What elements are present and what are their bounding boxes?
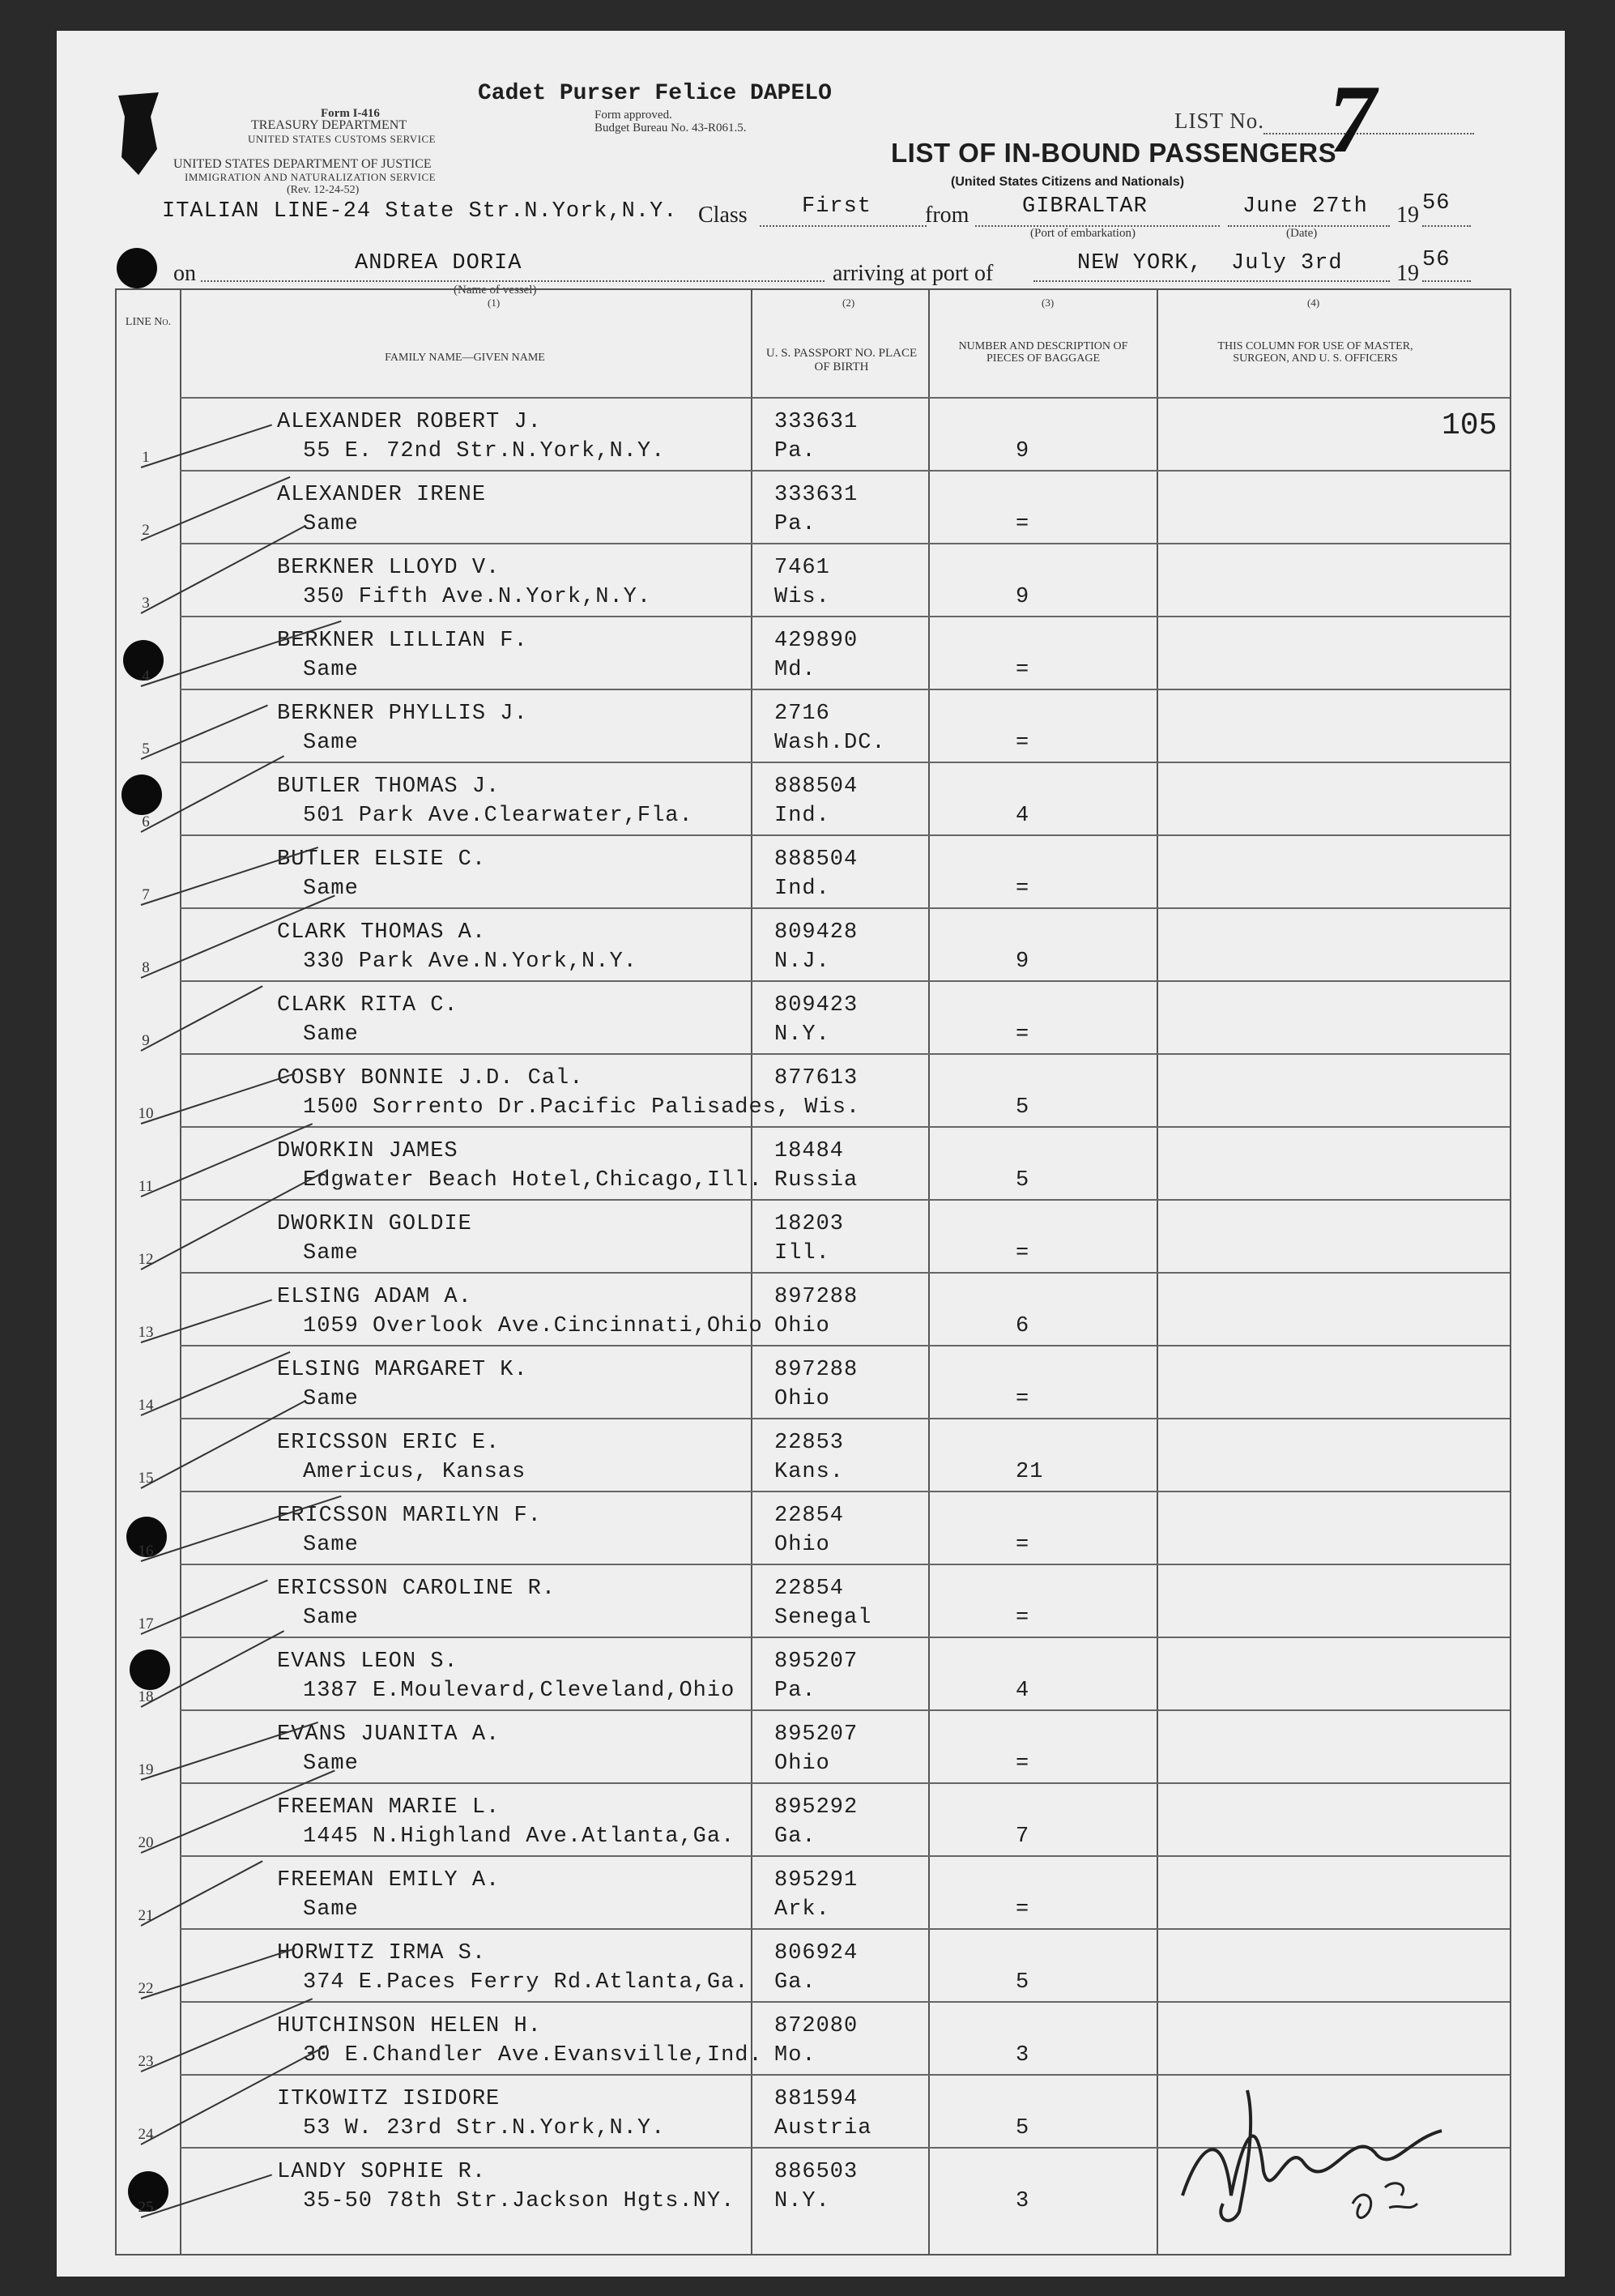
passenger-address: 53 W. 23rd Str.N.York,N.Y. <box>303 2116 666 2140</box>
passport-number: 897288 <box>774 1358 859 1382</box>
baggage-count: = <box>1016 877 1030 901</box>
arrival-port: NEW YORK, <box>1077 251 1203 275</box>
purser-name: Cadet Purser Felice DAPELO <box>478 81 832 106</box>
page-count: 105 <box>1442 408 1498 443</box>
passenger-address: 501 Park Ave.Clearwater,Fla. <box>303 804 693 828</box>
baggage-count: = <box>1016 1022 1030 1047</box>
passport-number: 897288 <box>774 1285 859 1309</box>
port-embark-caption: (Port of embarkation) <box>1030 227 1136 240</box>
page-title: LIST OF IN-BOUND PASSENGERS <box>891 138 1337 168</box>
passenger-name: BERKNER LLOYD V. <box>277 556 501 580</box>
passport-number: 333631 <box>774 483 859 507</box>
passenger-address: Same <box>303 1897 359 1922</box>
class-underline <box>760 225 927 227</box>
check-mark <box>141 847 318 906</box>
line-number: 4 <box>142 668 150 685</box>
passenger-name: ERICSSON ERIC E. <box>277 1431 501 1455</box>
row-divider <box>180 1418 1510 1419</box>
line-number: 8 <box>142 959 150 976</box>
line-number: 10 <box>138 1105 154 1122</box>
budget-bureau: Budget Bureau No. 43-R061.5. <box>594 122 747 134</box>
baggage-count: = <box>1016 1533 1030 1557</box>
passport-number: 22854 <box>774 1504 845 1528</box>
passenger-name: HUTCHINSON HELEN H. <box>277 2014 542 2038</box>
row-divider <box>180 1782 1510 1784</box>
baggage-count: 9 <box>1016 950 1030 974</box>
line-number: 22 <box>138 1980 154 1997</box>
baggage-count: 9 <box>1016 439 1030 463</box>
passenger-address: Same <box>303 1241 359 1265</box>
vessel-column-number: (1) <box>488 297 501 309</box>
passenger-address: Same <box>303 731 359 755</box>
check-mark <box>141 1722 318 1781</box>
row-divider <box>180 2001 1510 2003</box>
baggage-count: 3 <box>1016 2043 1030 2068</box>
row-divider <box>180 1564 1510 1565</box>
passenger-name: BERKNER LILLIAN F. <box>277 629 528 653</box>
column-3-number: (3) <box>1042 297 1055 309</box>
passport-number: 429890 <box>774 629 859 653</box>
row-divider <box>180 1709 1510 1711</box>
passport-number: 806924 <box>774 1941 859 1965</box>
row-divider <box>180 980 1510 982</box>
column-header-name: FAMILY NAME—GIVEN NAME <box>385 352 545 364</box>
check-mark <box>141 476 291 541</box>
arrival-year-underline <box>1422 280 1471 282</box>
passenger-name: LANDY SOPHIE R. <box>277 2160 487 2184</box>
year-suffix: 56 <box>1422 191 1451 216</box>
row-divider <box>180 1272 1510 1274</box>
passport-number: 877613 <box>774 1066 859 1090</box>
place-of-birth: Md. <box>774 658 816 682</box>
check-mark <box>141 1351 291 1416</box>
baggage-count: = <box>1016 1606 1030 1630</box>
row-divider <box>180 470 1510 472</box>
check-mark <box>141 985 263 1052</box>
line-number: 14 <box>138 1397 154 1414</box>
passport-number: 18484 <box>774 1139 845 1163</box>
line-number: 5 <box>142 740 150 758</box>
passenger-address: Same <box>303 1606 359 1630</box>
place-of-birth: Ohio <box>774 1314 830 1338</box>
passenger-name: BUTLER ELSIE C. <box>277 847 487 872</box>
place-of-birth: Mo. <box>774 2043 816 2068</box>
check-mark <box>141 1630 285 1708</box>
passenger-name: ELSING ADAM A. <box>277 1285 472 1309</box>
treasury-department: TREASURY DEPARTMENT <box>251 118 407 132</box>
place-of-birth: Ohio <box>774 1387 830 1411</box>
passenger-name: ITKOWITZ ISIDORE <box>277 2087 501 2111</box>
list-no-label: LIST No. <box>1174 109 1265 133</box>
line-number: 20 <box>138 1834 154 1851</box>
baggage-count: 7 <box>1016 1824 1030 1849</box>
baggage-count: 5 <box>1016 1095 1030 1120</box>
passenger-name: ERICSSON CAROLINE R. <box>277 1577 556 1601</box>
passenger-address: Same <box>303 1533 359 1557</box>
baggage-count: = <box>1016 731 1030 755</box>
baggage-count: = <box>1016 1241 1030 1265</box>
passenger-table <box>115 288 1511 2255</box>
arrival-year-prefix: 19 <box>1396 261 1419 286</box>
check-mark <box>141 425 272 468</box>
passenger-name: DWORKIN JAMES <box>277 1139 458 1163</box>
row-divider <box>180 1199 1510 1201</box>
immigration-service: IMMIGRATION AND NATURALIZATION SERVICE <box>185 171 437 183</box>
place-of-birth: Senegal <box>774 1606 872 1630</box>
passport-number: 895207 <box>774 1722 859 1747</box>
passenger-name: ERICSSON MARILYN F. <box>277 1504 542 1528</box>
baggage-count: 3 <box>1016 2189 1030 2213</box>
passenger-address: 330 Park Ave.N.York,N.Y. <box>303 950 637 974</box>
baggage-count: 5 <box>1016 1168 1030 1193</box>
passenger-name: CLARK THOMAS A. <box>277 920 487 945</box>
baggage-count: 5 <box>1016 2116 1030 2140</box>
baggage-count: 9 <box>1016 585 1030 609</box>
line-number: 19 <box>138 1761 154 1778</box>
row-divider <box>180 1928 1510 1930</box>
baggage-count: 21 <box>1016 1460 1044 1484</box>
punch-hole <box>117 248 157 288</box>
baggage-count: = <box>1016 1387 1030 1411</box>
line-number: 11 <box>138 1178 154 1195</box>
passport-number: 22853 <box>774 1431 845 1455</box>
place-of-birth: N.J. <box>774 950 830 974</box>
passport-number: 888504 <box>774 847 859 872</box>
arrival-underline <box>1033 280 1390 282</box>
passenger-name: BUTLER THOMAS J. <box>277 775 501 799</box>
revision-date: (Rev. 12-24-52) <box>287 184 360 196</box>
baggage-count: 6 <box>1016 1314 1030 1338</box>
place-of-birth: Ind. <box>774 877 830 901</box>
passenger-name: ALEXANDER IRENE <box>277 483 487 507</box>
vessel-caption: (Name of vessel) <box>454 284 537 297</box>
place-of-birth: Pa. <box>774 439 816 463</box>
passport-number: 809428 <box>774 920 859 945</box>
place-of-birth: Wash.DC. <box>774 731 886 755</box>
baggage-count: = <box>1016 658 1030 682</box>
check-mark <box>141 1580 268 1635</box>
place-of-birth: Ohio <box>774 1533 830 1557</box>
vessel-underline <box>201 280 825 282</box>
passport-number: 895291 <box>774 1868 859 1893</box>
on-label: on <box>173 261 196 286</box>
year-underline <box>1422 225 1471 227</box>
place-of-birth: Wis. <box>774 585 830 609</box>
passenger-address: 30 E.Chandler Ave.Evansville,Ind. <box>303 2043 763 2068</box>
place-of-birth: Ill. <box>774 1241 830 1265</box>
passport-number: 2716 <box>774 702 830 726</box>
passenger-address: 374 E.Paces Ferry Rd.Atlanta,Ga. <box>303 1970 749 1995</box>
passenger-address: 1059 Overlook Ave.Cincinnati,Ohio <box>303 1314 763 1338</box>
departure-date: June 27th <box>1242 194 1368 219</box>
check-mark <box>141 1860 263 1927</box>
passenger-address: Americus, Kansas <box>303 1460 526 1484</box>
shipping-line: ITALIAN LINE-24 State Str.N.York,N.Y. <box>162 199 678 224</box>
passport-number: 22854 <box>774 1577 845 1601</box>
place-of-birth: Pa. <box>774 1679 816 1703</box>
place-of-birth: Austria <box>774 2116 872 2140</box>
place-of-birth: Ind. <box>774 804 830 828</box>
passenger-name: CLARK RITA C. <box>277 993 458 1018</box>
row-divider <box>180 616 1510 617</box>
line-number: 24 <box>138 2126 154 2143</box>
passport-number: 18203 <box>774 1212 845 1236</box>
arriving-label: arriving at port of <box>833 261 994 286</box>
passport-number: 888504 <box>774 775 859 799</box>
header-divider <box>180 397 1510 399</box>
line-number: 1 <box>142 449 150 466</box>
passport-number: 7461 <box>774 556 830 580</box>
row-divider <box>180 1637 1510 1638</box>
column-4-number: (4) <box>1307 297 1320 309</box>
passenger-address: 35-50 78th Str.Jackson Hgts.NY. <box>303 2189 735 2213</box>
place-of-birth: N.Y. <box>774 1022 830 1047</box>
line-number: 7 <box>142 886 150 903</box>
line-number: 18 <box>138 1688 154 1705</box>
passenger-address: Same <box>303 1387 359 1411</box>
row-divider <box>180 1491 1510 1492</box>
column-header-officers: THIS COLUMN FOR USE OF MASTER, SURGEON, AND U. S. OFFICERS <box>1217 340 1413 365</box>
passenger-name: DWORKIN GOLDIE <box>277 1212 472 1236</box>
officer-signature <box>1166 2074 1474 2236</box>
baggage-count: 5 <box>1016 1970 1030 1995</box>
line-number: 3 <box>142 595 150 612</box>
place-of-birth: N.Y. <box>774 2189 830 2213</box>
line-number: 23 <box>138 2053 154 2070</box>
passport-number: 895292 <box>774 1795 859 1820</box>
line-number: 13 <box>138 1324 154 1341</box>
place-of-birth: Kans. <box>774 1460 845 1484</box>
passenger-address: Same <box>303 658 359 682</box>
check-mark <box>141 2174 272 2218</box>
check-mark <box>141 705 268 760</box>
row-divider <box>180 1053 1510 1055</box>
check-mark <box>141 1073 296 1125</box>
arrival-date: July 3rd <box>1231 251 1343 275</box>
row-divider <box>180 907 1510 909</box>
passenger-name: COSBY BONNIE J.D. Cal. <box>277 1066 584 1090</box>
passenger-address: Same <box>303 1022 359 1047</box>
baggage-count: = <box>1016 512 1030 536</box>
row-divider <box>180 543 1510 544</box>
passport-number: 333631 <box>774 410 859 434</box>
page-subtitle: (United States Citizens and Nationals) <box>951 175 1185 189</box>
form-number: Form I-416 <box>321 107 380 120</box>
passenger-name: HORWITZ IRMA S. <box>277 1941 487 1965</box>
line-number: 17 <box>138 1615 154 1632</box>
passport-number: 886503 <box>774 2160 859 2184</box>
line-number: 16 <box>138 1543 154 1560</box>
check-mark <box>141 755 285 833</box>
passport-number: 881594 <box>774 2087 859 2111</box>
row-divider <box>180 689 1510 690</box>
passenger-name: ALEXANDER ROBERT J. <box>277 410 542 434</box>
port-of-embarkation: GIBRALTAR <box>1022 194 1148 219</box>
line-number: 25 <box>138 2199 154 2216</box>
row-divider <box>180 1855 1510 1857</box>
line-number: 12 <box>138 1251 154 1268</box>
row-divider <box>180 834 1510 836</box>
row-divider <box>180 1345 1510 1346</box>
line-number: 15 <box>138 1470 154 1487</box>
passenger-name: BERKNER PHYLLIS J. <box>277 702 528 726</box>
baggage-count: 4 <box>1016 804 1030 828</box>
from-label: from <box>925 203 969 228</box>
column-header-passport: U. S. PASSPORT NO. PLACE OF BIRTH <box>765 347 918 373</box>
vessel-name: ANDREA DORIA <box>355 251 522 275</box>
baggage-count: = <box>1016 1752 1030 1776</box>
place-of-birth: Ga. <box>774 1970 816 1995</box>
passenger-address: Edgwater Beach Hotel,Chicago,Ill. <box>303 1168 763 1193</box>
line-number: 21 <box>138 1907 154 1924</box>
ink-mark <box>110 84 167 181</box>
passenger-address: 55 E. 72nd Str.N.York,N.Y. <box>303 439 666 463</box>
passenger-name: EVANS JUANITA A. <box>277 1722 501 1747</box>
column-header-line-no: LINE No. <box>125 316 172 328</box>
passenger-address: 350 Fifth Ave.N.York,N.Y. <box>303 585 652 609</box>
year-prefix: 19 <box>1396 203 1419 228</box>
line-number: 6 <box>142 813 150 830</box>
arrival-year-suffix: 56 <box>1422 248 1451 272</box>
column-2-number: (2) <box>842 297 855 309</box>
column-header-baggage: NUMBER AND DESCRIPTION OF PIECES OF BAGGAGE <box>958 340 1128 365</box>
row-divider <box>180 1126 1510 1128</box>
passenger-name: EVANS LEON S. <box>277 1649 458 1674</box>
passenger-name: FREEMAN MARIE L. <box>277 1795 501 1820</box>
passenger-address: Same <box>303 512 359 536</box>
passport-number: 895207 <box>774 1649 859 1674</box>
check-mark <box>141 1948 296 1999</box>
place-of-birth: Ohio <box>774 1752 830 1776</box>
passenger-name: ELSING MARGARET K. <box>277 1358 528 1382</box>
class-label: Class <box>698 203 748 228</box>
check-mark <box>141 1300 272 1343</box>
passport-number: 809423 <box>774 993 859 1018</box>
passenger-address: Same <box>303 1752 359 1776</box>
justice-department: UNITED STATES DEPARTMENT OF JUSTICE <box>173 157 432 171</box>
date-caption: (Date) <box>1286 227 1318 240</box>
place-of-birth: Ark. <box>774 1897 830 1922</box>
passenger-address: Same <box>303 877 359 901</box>
passenger-address: 1445 N.Highland Ave.Atlanta,Ga. <box>303 1824 735 1849</box>
form-approved: Form approved. <box>594 109 672 122</box>
class-value: First <box>802 194 872 219</box>
passenger-address: 1500 Sorrento Dr.Pacific Palisades, Wis. <box>303 1095 861 1120</box>
place-of-birth: Russia <box>774 1168 859 1193</box>
passport-number: 872080 <box>774 2014 859 2038</box>
line-number: 2 <box>142 522 150 539</box>
place-of-birth: Ga. <box>774 1824 816 1849</box>
list-number: 7 <box>1320 65 1385 173</box>
customs-service: UNITED STATES CUSTOMS SERVICE <box>248 133 437 145</box>
baggage-count: 4 <box>1016 1679 1030 1703</box>
baggage-count: = <box>1016 1897 1030 1922</box>
row-divider <box>180 762 1510 763</box>
passenger-address: 1387 E.Moulevard,Cleveland,Ohio <box>303 1679 735 1703</box>
passenger-name: FREEMAN EMILY A. <box>277 1868 501 1893</box>
place-of-birth: Pa. <box>774 512 816 536</box>
line-number: 9 <box>142 1032 150 1049</box>
